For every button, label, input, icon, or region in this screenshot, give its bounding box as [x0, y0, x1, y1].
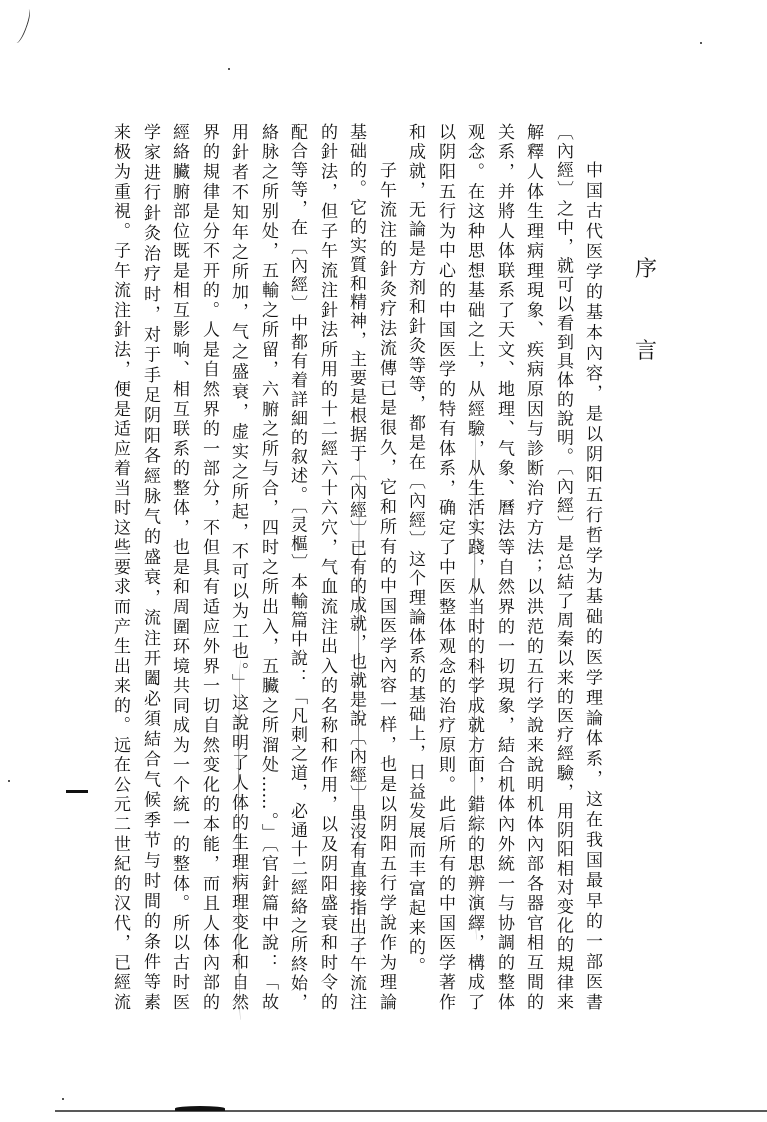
text-column-4: 关系，并將人体联系了天文、地理、气象、曆法等自然界的一切現象，結合机体內外統一与协調的整体 — [494, 123, 514, 1010]
text-column-14: 界的規律是分不开的。人是自然界的一部分，不但具有适应外界一切自然变化的本能，而且人体內部的 — [199, 123, 219, 1010]
pencil-bracket-mark — [238, 660, 243, 1020]
text-column-12: 絡脉之所别处，五輸之所留，六腑之所与合，四时之所出入，五臟之所溜处……。」〔官針篇中說：「故 — [258, 123, 278, 1010]
text-column-3: 解釋人体生理病理現象、疾病原因与診断治疗方法；以洪范的五行学說来說明机体內部各器官相互間的 — [523, 123, 543, 1010]
pencil-mark — [12, 8, 33, 45]
text-column-10: 的針法，但子午流注針法所用的十二經六十六穴，气血流注出入的名称和作用，以及阴阳盛衰和时令的 — [317, 123, 337, 1010]
text-column-16: 学家进行針灸治疗时，对于手足阴阳各經脉气的盛衰，流注开闔必須結合气候季节与时間的条件等素 — [140, 123, 160, 1010]
title-char-2: 言 — [634, 339, 657, 364]
scan-speck — [700, 42, 702, 44]
text-column-17: 来极为重視。子午流注針法，便是适应着当时这些要求而产生出来的。远在公元二世紀的汉代，已經流 — [110, 123, 130, 1010]
scan-speck — [228, 68, 230, 70]
page-bottom-edge — [55, 1110, 767, 1112]
text-column-1: 中国古代医学的基本內容，是以阴阳五行哲学为基础的医学理論体系，这在我国最早的一部医書 — [582, 161, 602, 1010]
text-column-9: 基础的。它的实質和精神，主要是根据于〔內經〕已有的成就，也就是說〔內經〕虽沒有直接指出子午流注 — [346, 123, 366, 1010]
text-column-7: 和成就，无論是方剂和針灸等等，都是在〔內經〕这个理論体系的基础上，日益发展而丰富起来的。 — [405, 123, 425, 977]
text-column-6: 以阴阳五行为中心的中国医学的特有体系，确定了中医整体观念的治疗原則。此后所有的中国医学著作 — [435, 123, 455, 1010]
scan-speck — [8, 780, 10, 782]
text-column-5: 观念。在这种思想基础之上，从經驗，从生活实踐，从当时的科学成就方面，錯綜的思辨演繹，構成了 — [464, 123, 484, 1010]
pencil-bracket-mark — [474, 420, 479, 940]
text-column-11: 配合等等，在〔內經〕中都有着詳細的叙述。〔灵樞〕本輸篇中說：「凡刺之道，必通十二經絡之所終始， — [287, 123, 307, 1010]
text-column-15: 經絡臟腑部位既是相互影响、相互联系的整体，也是和周圍环境共同成为一个統一的整体。所以古时医 — [169, 123, 189, 1010]
page-bottom-smudge — [175, 1106, 225, 1111]
scan-speck — [62, 1098, 64, 1100]
text-column-8: 子午流注的針灸疗法流傳已是很久，它和所有的中国医学內容一样，也是以阴阳五行学說作为理論 — [376, 161, 396, 1010]
page-number — [66, 790, 88, 793]
title-char-1: 序 — [634, 257, 657, 282]
pencil-bracket-mark — [358, 440, 363, 960]
text-column-2: 〔內經〕之中，就可以看到具体的說明。〔內經〕是总結了周秦以来的医疗經驗，用阴阳相对变化的規律来 — [553, 123, 573, 1010]
text-column-13: 用針者不知年之所加，气之盛衰，虚实之所起，不可以为工也。」这說明了人体的生理病理变化和自然 — [228, 123, 248, 1010]
